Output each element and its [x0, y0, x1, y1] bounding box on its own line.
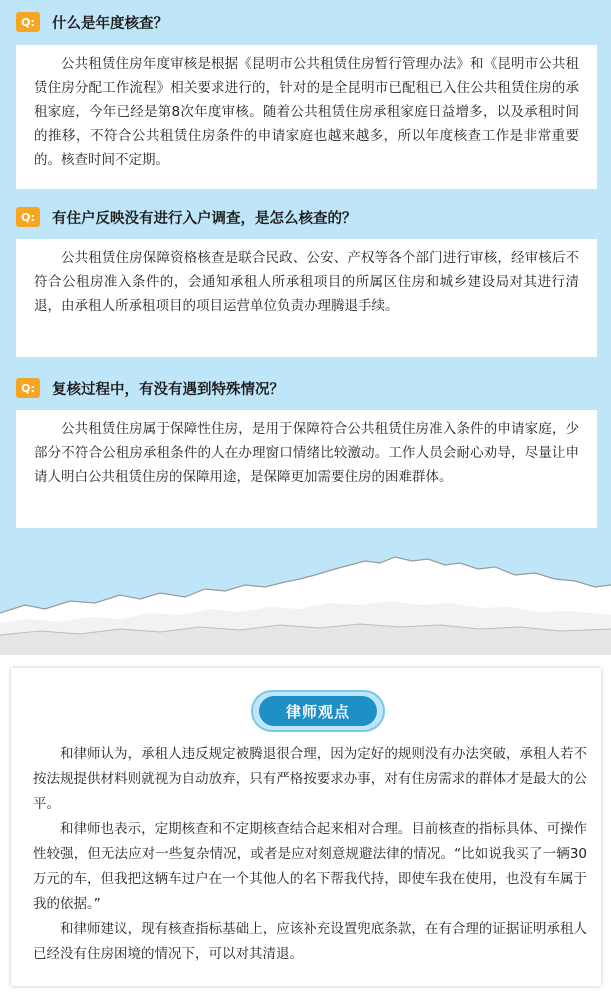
q-badge: Q: — [16, 378, 40, 398]
lawyer-opinion-title: 律师观点 — [259, 696, 377, 726]
answer-box — [16, 239, 597, 357]
lawyer-paragraph: 和律师也表示，定期核查和不定期核查结合起来相对合理。目前核查的指标具体、可操作性较强，但无法应对一些复杂情况，或者是应对刻意规避法律的情况。“比如说我买了一辆30万元的车，但我把这辆车过户在一个其他人的名下帮我代持，即使车我在使用，也没有车属于我的依据。” — [33, 821, 587, 912]
qa-header-3 — [16, 375, 284, 401]
q-badge: Q: — [16, 12, 40, 32]
answer-text: 公共租赁住房属于保障性住房，是用于保障符合公共租赁住房准入条件的申请家庭，少部分不符合公租房承租条件的人在办理窗口情绪比较激动。工作人员会耐心劝导，尽量让申请人明白公共租赁住房的保障用途，是保障更加需要住房的困难群体。 — [34, 421, 579, 485]
question-title: 有住户反映没有进行入户调查，是怎么核查的？ — [52, 210, 357, 227]
answer-box — [16, 45, 597, 189]
answer-text: 公共租赁住房年度审核是根据《昆明市公共租赁住房暂行管理办法》和《昆明市公共租赁住房分配工作流程》相关要求进行的，针对的是全昆明市已配租已入住公共租赁住房的承租家庭，今年已经是第8次年度审核。随着公共租赁住房承租家庭日益增多，以及承租时间的推移，不符合公共租赁住房条件的申请家庭也越来越多，所以年度核查工作是非常重要的。核查时间不定期。 — [34, 56, 579, 168]
lawyer-opinion-badge — [251, 690, 385, 732]
qa-header-1 — [16, 9, 168, 35]
q-badge: Q: — [16, 207, 40, 227]
lawyer-paragraph: 和律师建议，现有核查指标基础上，应该补充设置兜底条款，在有合理的证据证明承租人已经没有住房困境的情况下，可以对其清退。 — [33, 921, 587, 962]
question-title: 复核过程中，有没有遇到特殊情况？ — [52, 381, 284, 398]
answer-box — [16, 410, 597, 528]
lawyer-paragraph: 和律师认为，承租人违反规定被腾退很合理，因为定好的规则没有办法突破，承租人若不按法规提供材料则就视为自动放弃，只有严格按要求办事，对有住房需求的群体才是最大的公平。 — [33, 746, 587, 812]
lawyer-opinion-card — [11, 668, 601, 986]
lawyer-opinion-body — [33, 742, 587, 967]
question-title: 什么是年度核查？ — [52, 15, 168, 32]
qa-header-2 — [16, 204, 357, 230]
mountain-decoration — [0, 535, 611, 655]
answer-text: 公共租赁住房保障资格核查是联合民政、公安、产权等各个部门进行审核，经审核后不符合公租房准入条件的，会通知承租人所承租项目的所属区住房和城乡建设局对其进行清退，由承租人所承租项目的项目运营单位负责办理腾退手续。 — [34, 250, 579, 314]
